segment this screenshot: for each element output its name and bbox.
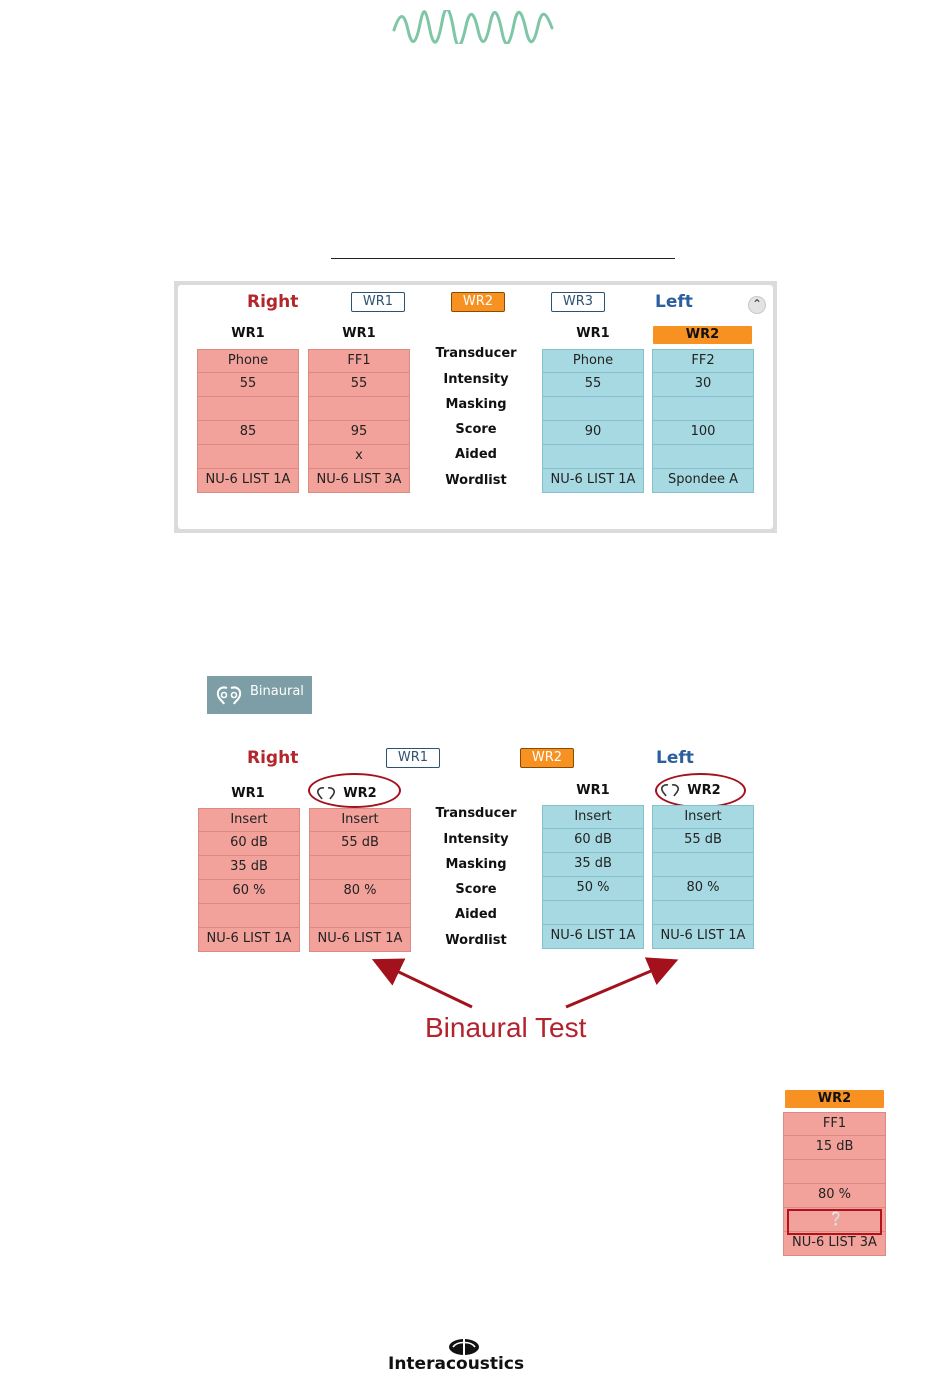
cell-masking[interactable]	[542, 397, 644, 421]
row-label-score: Score	[455, 422, 497, 437]
right-col2-header: WR1	[342, 326, 376, 341]
tab-wr1[interactable]: WR1	[386, 748, 440, 768]
cell-score[interactable]: 50 %	[542, 877, 644, 901]
cell-wordlist[interactable]: NU-6 LIST 3A	[783, 1232, 886, 1256]
cell-transducer[interactable]: Insert	[198, 808, 300, 832]
divider-line	[331, 258, 675, 259]
brand-name: Interacoustics	[388, 1354, 525, 1374]
cell-aided[interactable]	[542, 901, 644, 925]
row-label-transducer: Transducer	[435, 346, 517, 361]
row-label-masking: Masking	[445, 397, 507, 412]
cell-wordlist[interactable]: NU-6 LIST 3A	[308, 469, 410, 493]
row-label-score: Score	[455, 882, 497, 897]
cell-intensity[interactable]: 30	[652, 373, 754, 397]
cell-wordlist[interactable]: NU-6 LIST 1A	[309, 928, 411, 952]
row-label-transducer: Transducer	[435, 806, 517, 821]
cell-score[interactable]: 80 %	[309, 880, 411, 904]
tab-wr3[interactable]: WR3	[551, 292, 605, 312]
row-label-intensity: Intensity	[443, 372, 509, 387]
left-col1	[542, 805, 644, 949]
tab-wr2[interactable]: WR2	[520, 748, 574, 768]
right-col2	[309, 808, 411, 952]
cell-aided[interactable]	[197, 445, 299, 469]
left-col1	[542, 349, 644, 493]
left-col1-header: WR1	[576, 326, 610, 341]
right-ear-label: Right	[247, 748, 299, 768]
left-col2	[652, 805, 754, 949]
binaural-icon	[316, 786, 336, 800]
cell-intensity[interactable]: 55	[542, 373, 644, 397]
right-col1-header: WR1	[231, 786, 265, 801]
cell-aided[interactable]: x	[308, 445, 410, 469]
cell-transducer[interactable]: Phone	[542, 349, 644, 373]
right-col1-header: WR1	[231, 326, 265, 341]
cell-transducer[interactable]: Insert	[309, 808, 411, 832]
cell-intensity[interactable]: 15 dB	[783, 1136, 886, 1160]
cell-aided[interactable]	[652, 445, 754, 469]
cell-wordlist[interactable]: NU-6 LIST 1A	[198, 928, 300, 952]
left-col2	[652, 349, 754, 493]
left-col1-header: WR1	[576, 783, 610, 798]
cell-transducer[interactable]: Insert	[542, 805, 644, 829]
binaural-button[interactable]	[207, 676, 312, 714]
cell-aided[interactable]	[198, 904, 300, 928]
binaural-test-callout: Binaural Test	[425, 1012, 587, 1043]
right-col2-header: WR2	[343, 786, 377, 801]
row-label-masking: Masking	[445, 857, 507, 872]
cell-masking[interactable]	[652, 397, 754, 421]
cell-wordlist[interactable]: NU-6 LIST 1A	[542, 469, 644, 493]
cell-intensity[interactable]: 55	[197, 373, 299, 397]
cell-intensity[interactable]: 55 dB	[652, 829, 754, 853]
cell-score[interactable]: 80 %	[783, 1184, 886, 1208]
collapse-icon[interactable]: ⌃	[748, 296, 766, 314]
row-label-aided: Aided	[455, 447, 497, 462]
left-col2-header: WR2	[653, 326, 752, 344]
cell-masking[interactable]	[783, 1160, 886, 1184]
left-ear-label: Left	[656, 748, 694, 768]
row-label-intensity: Intensity	[443, 832, 509, 847]
cell-score[interactable]: 85	[197, 421, 299, 445]
row-label-wordlist: Wordlist	[445, 473, 507, 488]
cell-wordlist[interactable]: NU-6 LIST 1A	[652, 925, 754, 949]
cell-intensity[interactable]: 60 dB	[198, 832, 300, 856]
cell-aided[interactable]	[542, 445, 644, 469]
cell-score[interactable]: 60 %	[198, 880, 300, 904]
tab-wr1[interactable]: WR1	[351, 292, 405, 312]
cell-transducer[interactable]: FF1	[308, 349, 410, 373]
cell-masking[interactable]	[309, 856, 411, 880]
cell-masking[interactable]	[652, 853, 754, 877]
cell-intensity[interactable]: 60 dB	[542, 829, 644, 853]
cell-score[interactable]: 80 %	[652, 877, 754, 901]
cell-aided[interactable]	[309, 904, 411, 928]
cell-masking[interactable]	[308, 397, 410, 421]
cell-intensity[interactable]: 55 dB	[309, 832, 411, 856]
cell-score[interactable]: 100	[652, 421, 754, 445]
cell-masking[interactable]: 35 dB	[198, 856, 300, 880]
cell-aided[interactable]	[652, 901, 754, 925]
hearing-aid-icon: ❔	[828, 1212, 845, 1227]
cell-score[interactable]: 95	[308, 421, 410, 445]
tab-wr2[interactable]: WR2	[451, 292, 505, 312]
row-label-wordlist: Wordlist	[445, 933, 507, 948]
cell-transducer[interactable]: FF2	[652, 349, 754, 373]
binaural-button-label: Binaural	[250, 684, 304, 699]
cell-transducer[interactable]: Phone	[197, 349, 299, 373]
cell-transducer[interactable]: FF1	[783, 1112, 886, 1136]
cell-wordlist[interactable]: Spondee A	[652, 469, 754, 493]
left-col2-header: WR2	[687, 783, 721, 798]
right-ear-label: Right	[247, 292, 299, 312]
binaural-icon	[660, 783, 680, 797]
binaural-icon	[214, 684, 244, 706]
cell-wordlist[interactable]: NU-6 LIST 1A	[197, 469, 299, 493]
cell-masking[interactable]	[197, 397, 299, 421]
left-ear-label: Left	[655, 292, 693, 312]
cell-intensity[interactable]: 55	[308, 373, 410, 397]
cell-score[interactable]: 90	[542, 421, 644, 445]
waveform-logo-icon	[392, 10, 558, 44]
right-col1	[198, 808, 300, 952]
cell-masking[interactable]: 35 dB	[542, 853, 644, 877]
row-label-aided: Aided	[455, 907, 497, 922]
wr2-header: WR2	[785, 1090, 884, 1108]
right-col2	[308, 349, 410, 493]
cell-wordlist[interactable]: NU-6 LIST 1A	[542, 925, 644, 949]
right-col1	[197, 349, 299, 493]
cell-transducer[interactable]: Insert	[652, 805, 754, 829]
